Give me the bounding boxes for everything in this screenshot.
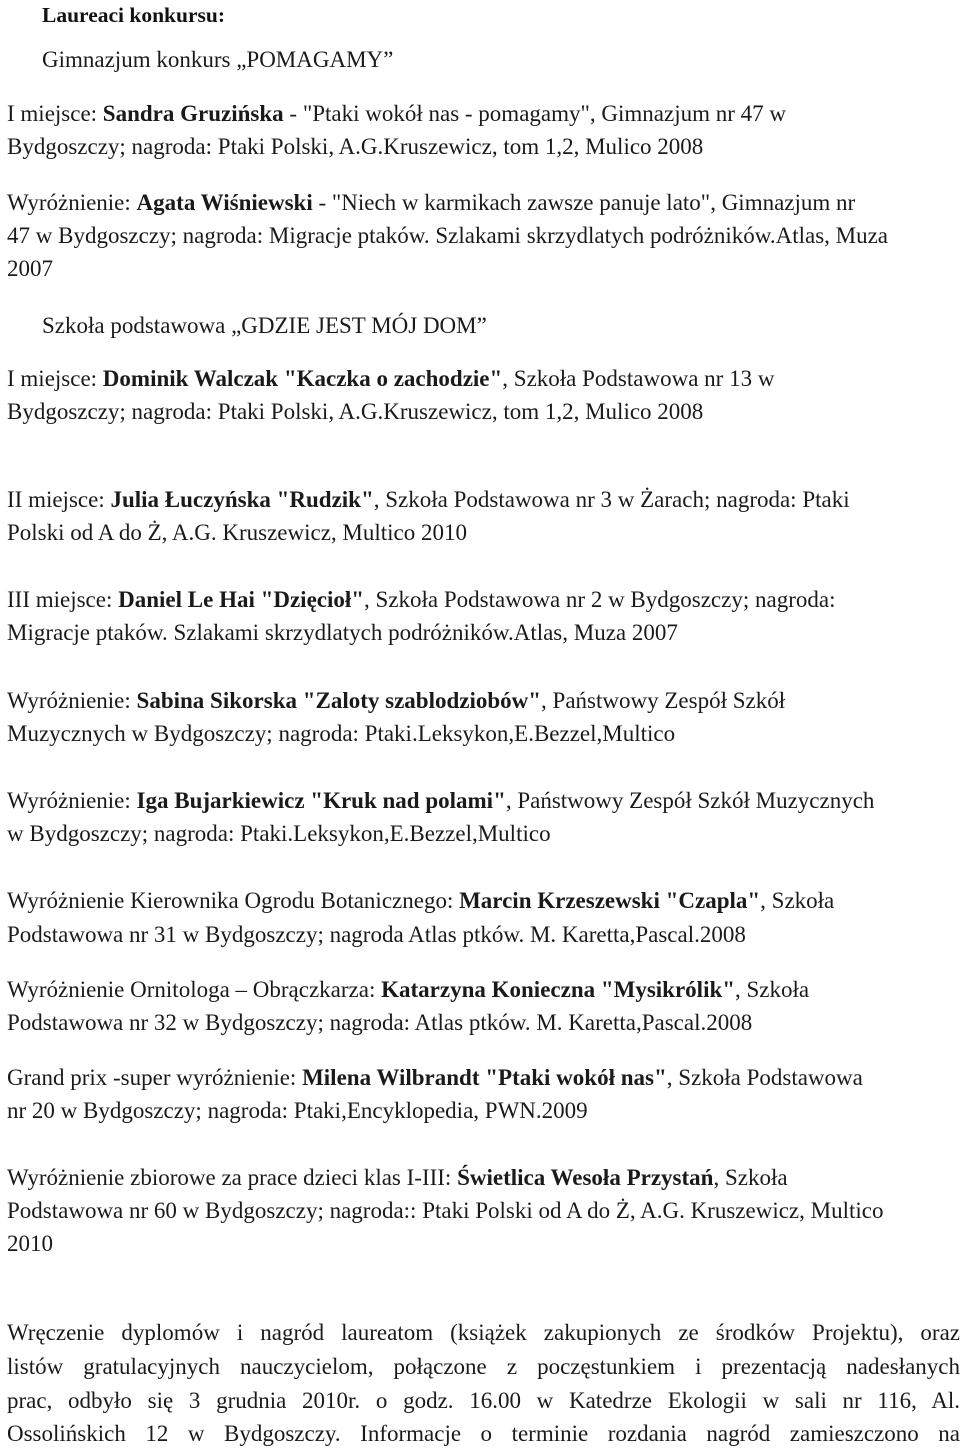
award-entry-line: Podstawowa nr 32 w Bydgoszczy; nagroda: Atlas ptków. M. Karetta,Pascal.2008	[7, 1010, 753, 1035]
award-entry-line: Bydgoszczy; nagroda: Ptaki Polski, A.G.Kruszewicz, tom 1,2, Mulico 2008	[7, 134, 704, 159]
award-entry-line: I miejsce: Dominik Walczak "Kaczka o zachodzie", Szkoła Podstawowa nr 13 w	[7, 366, 775, 391]
award-entry-line: Bydgoszczy; nagroda: Ptaki Polski, A.G.Kruszewicz, tom 1,2, Mulico 2008	[7, 399, 704, 424]
award-entry-line: Wyróżnienie: Iga Bujarkiewicz "Kruk nad polami", Państwowy Zespół Szkół Muzycznych	[7, 788, 875, 813]
award-entry-line: Polski od A do Ż, A.G. Kruszewicz, Multico 2010	[7, 520, 467, 545]
laureate-name: Iga Bujarkiewicz "Kruk nad polami"	[136, 788, 506, 813]
award-entry-line: II miejsce: Julia Łuczyńska "Rudzik", Szkoła Podstawowa nr 3 w Żarach; nagroda: Ptaki	[7, 487, 850, 512]
closing-paragraph-line: prac, odbyło się 3 grudnia 2010r. o godz. 16.00 w Katedrze Ekologii w sali nr 116, Al.	[7, 1388, 960, 1413]
laureate-name: Świetlica Wesoła Przystań	[457, 1165, 714, 1190]
closing-paragraph-line: Ossolińskich 12 w Bydgoszczy. Informacje o terminie rozdania nagród zamieszczono na	[7, 1421, 960, 1446]
award-entry-line: Muzycznych w Bydgoszczy; nagroda: Ptaki.Leksykon,E.Bezzel,Multico	[7, 721, 676, 746]
laureate-name: Agata Wiśniewski	[136, 190, 313, 215]
laureate-name: Sabina Sikorska "Zaloty szablodziobów"	[136, 688, 542, 713]
laureate-name: Katarzyna Konieczna "Mysikrólik"	[381, 977, 736, 1002]
laureate-name: Marcin Krzeszewski "Czapla"	[459, 888, 761, 913]
award-entry-line: III miejsce: Daniel Le Hai "Dzięcioł", Szkoła Podstawowa nr 2 w Bydgoszczy; nagroda:	[7, 587, 836, 612]
heading: Laureaci konkursu:	[42, 3, 225, 27]
laureate-name: Milena Wilbrandt "Ptaki wokół nas"	[302, 1065, 667, 1090]
closing-paragraph-line: listów gratulacyjnych nauczycielom, połączone z poczęstunkiem i prezentacją nadesłanych	[7, 1354, 960, 1379]
award-entry-line: Podstawowa nr 60 w Bydgoszczy; nagroda:: Ptaki Polski od A do Ż, A.G. Kruszewicz, Multico	[7, 1198, 884, 1223]
award-entry-line: Grand prix -super wyróżnienie: Milena Wilbrandt "Ptaki wokół nas", Szkoła Podstawowa	[7, 1065, 863, 1090]
award-entry-line: Wyróżnienie Kierownika Ogrodu Botanicznego: Marcin Krzeszewski "Czapla", Szkoła	[7, 888, 835, 913]
award-entry-line: Wyróżnienie zbiorowe za prace dzieci klas I-III: Świetlica Wesoła Przystań, Szkoła	[7, 1165, 788, 1190]
award-entry-line: I miejsce: Sandra Gruzińska - "Ptaki wokół nas - pomagamy", Gimnazjum nr 47 w	[7, 101, 786, 126]
category-gimnazjum: Gimnazjum konkurs „POMAGAMY”	[42, 47, 394, 72]
award-entry-line: nr 20 w Bydgoszczy; nagroda: Ptaki,Encyklopedia, PWN.2009	[7, 1098, 588, 1123]
award-entry-line: Migracje ptaków. Szlakami skrzydlatych podróżników.Atlas, Muza 2007	[7, 620, 678, 645]
laureate-name: Julia Łuczyńska "Rudzik"	[110, 487, 374, 512]
award-entry-line: w Bydgoszczy; nagroda: Ptaki.Leksykon,E.Bezzel,Multico	[7, 821, 551, 846]
closing-paragraph-line: Wręczenie dyplomów i nagród laureatom (książek zakupionych ze środków Projektu), oraz	[7, 1320, 960, 1345]
award-entry-line: 2007	[7, 256, 53, 281]
award-entry-line: 2010	[7, 1231, 53, 1256]
award-entry-line: Wyróżnienie: Sabina Sikorska "Zaloty szablodziobów", Państwowy Zespół Szkół	[7, 688, 786, 713]
category-szkola-podstawowa: Szkoła podstawowa „GDZIE JEST MÓJ DOM”	[42, 313, 487, 338]
award-entry-line: 47 w Bydgoszczy; nagroda: Migracje ptaków. Szlakami skrzydlatych podróżników.Atlas, Muza	[7, 223, 889, 248]
award-entry-line: Wyróżnienie: Agata Wiśniewski - "Niech w karmikach zawsze panuje lato", Gimnazjum nr	[7, 190, 856, 215]
laureate-name: Dominik Walczak "Kaczka o zachodzie"	[102, 366, 503, 391]
award-entry-line: Wyróżnienie Ornitologa – Obrączkarza: Katarzyna Konieczna "Mysikrólik", Szkoła	[7, 977, 810, 1002]
laureate-name: Daniel Le Hai "Dzięcioł"	[118, 587, 365, 612]
award-entry-line: Podstawowa nr 31 w Bydgoszczy; nagroda Atlas ptków. M. Karetta,Pascal.2008	[7, 922, 746, 947]
laureate-name: Sandra Gruzińska	[102, 101, 284, 126]
